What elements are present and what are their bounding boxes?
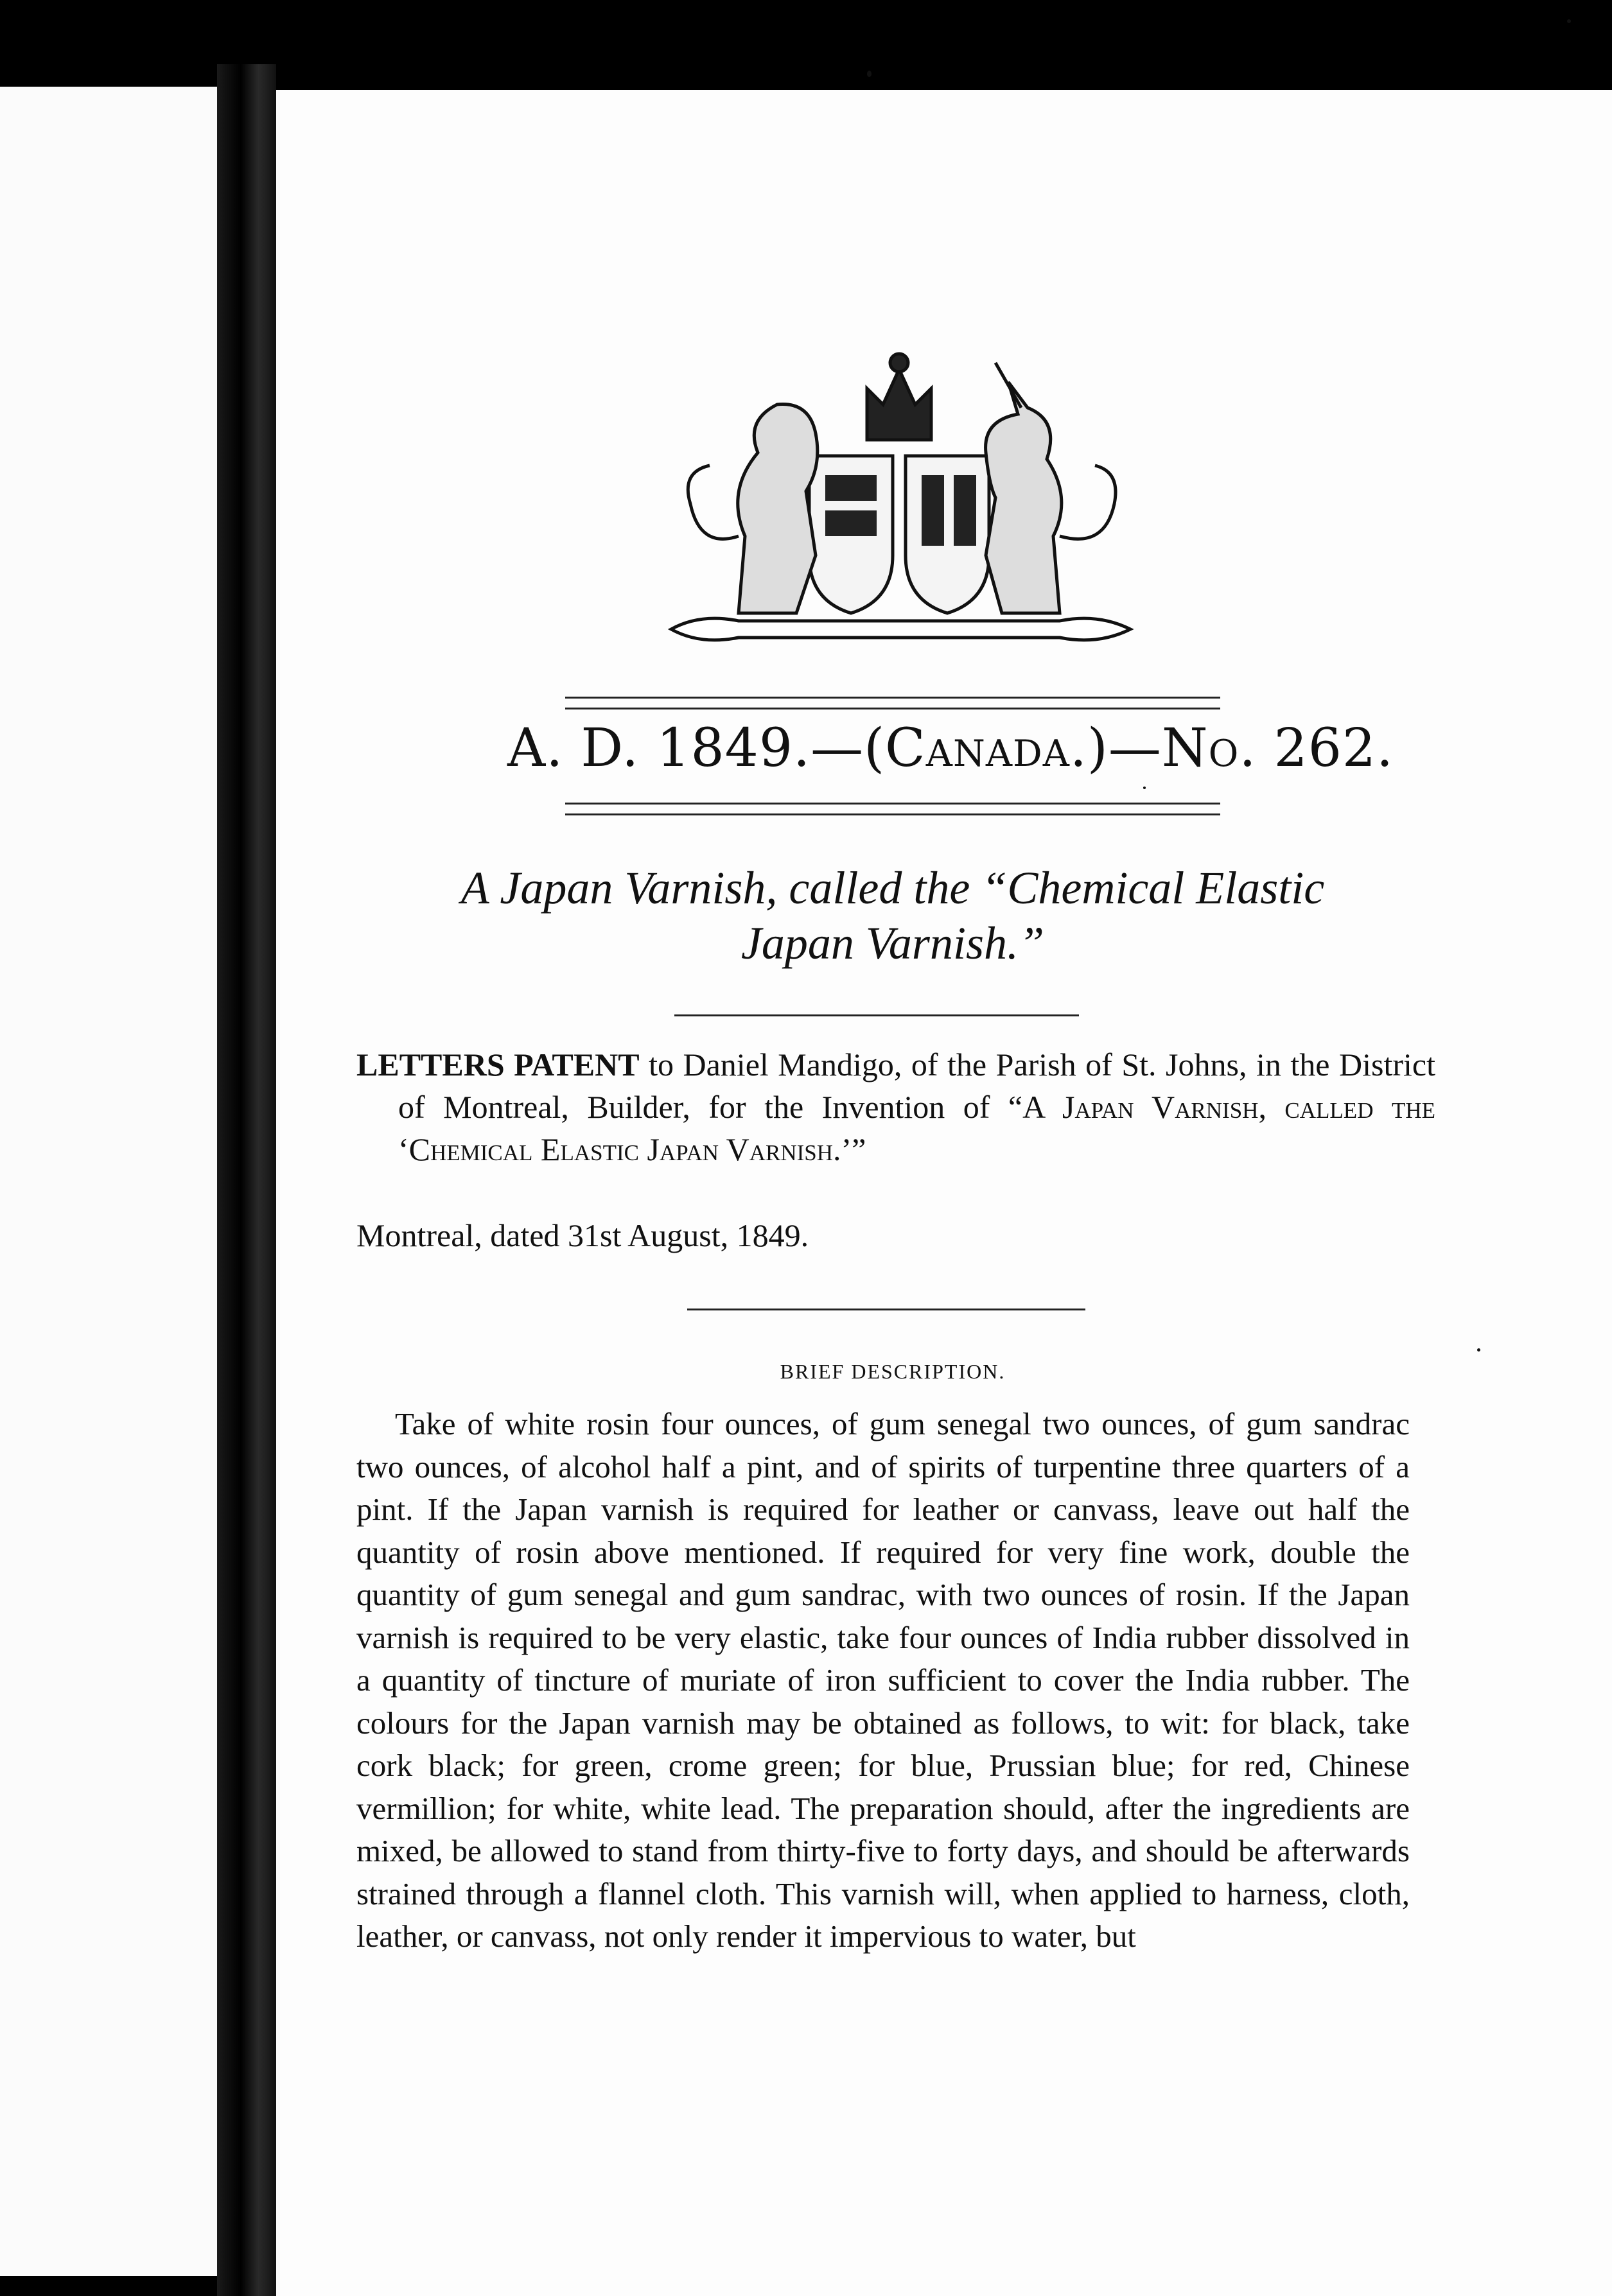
dated-rule xyxy=(687,1309,1085,1310)
scan-speck xyxy=(1477,1348,1480,1352)
scan-speck xyxy=(1567,19,1571,23)
scan-speck xyxy=(1143,787,1146,789)
title-line-2: Japan Varnish.” xyxy=(740,918,1045,969)
double-rule-top xyxy=(565,697,1220,709)
letters-patent-closing: ” xyxy=(852,1131,866,1167)
description-body: Take of white rosin four ounces, of gum senegal two ounces, of gum sandrac two ounces, of alcohol half a pint, and of spirits of turpentine three quarters of a pint. If the Japan varnish is required for leather or canvass, leave out half the quantity of rosin above mentioned. If required for very fine work, double the quantity of gum senegal and gum sandrac, with two ounces of rosin. If the Japan varnish is required to be very elastic, take four ounces of India rubber dissolved in a quantity of tincture of muriate of iron sufficient to cover the India rubber. The colours for the Japan varnish may be obtained as follows, to wit: for black, take cork black; for green, crome green; for blue, Prussian blue; for red, Chinese vermillion; for white, white lead. The preparation should, after the ingredients are mixed, be allowed to stand from thirty-five to forty days, and should be afterwards strained through a flannel cloth. This varnish will, when applied to harness, cloth, leather, or canvass, not only render it impervious to water, but xyxy=(356,1406,1410,1954)
title-rule xyxy=(674,1014,1079,1016)
letters-patent-paragraph xyxy=(356,1043,1435,1170)
header-year: A. D. 1849. xyxy=(507,718,811,779)
patent-title xyxy=(360,860,1426,971)
invention-name: A Japan Varnish, called the ‘Chemical Elastic Japan Varnish.’ xyxy=(398,1089,1435,1167)
facing-page-edge xyxy=(0,87,217,2276)
letters-patent-lead: LETTERS PATENT xyxy=(356,1047,640,1083)
double-rule-bottom xyxy=(565,803,1220,815)
document-header: A. D. 1849.—(Canada.)—No. 262. xyxy=(507,718,1394,779)
header-country: (Canada.) xyxy=(864,718,1108,779)
scan-speck xyxy=(867,71,872,77)
title-line-1: A Japan Varnish, called the “Chemical Elastic xyxy=(460,862,1325,914)
book-gutter xyxy=(217,64,276,2296)
letters-patent-text: to Daniel Mandigo, of the Parish of St. Johns, in the District of Montreal, Builder, for the Invention of “ xyxy=(398,1047,1435,1125)
dated-line: Montreal, dated 31st August, 1849. xyxy=(356,1217,809,1253)
section-heading: BRIEF DESCRIPTION. xyxy=(780,1360,1006,1383)
royal-coat-of-arms-icon xyxy=(661,344,1137,658)
header-number: No. 262. xyxy=(1161,718,1394,779)
